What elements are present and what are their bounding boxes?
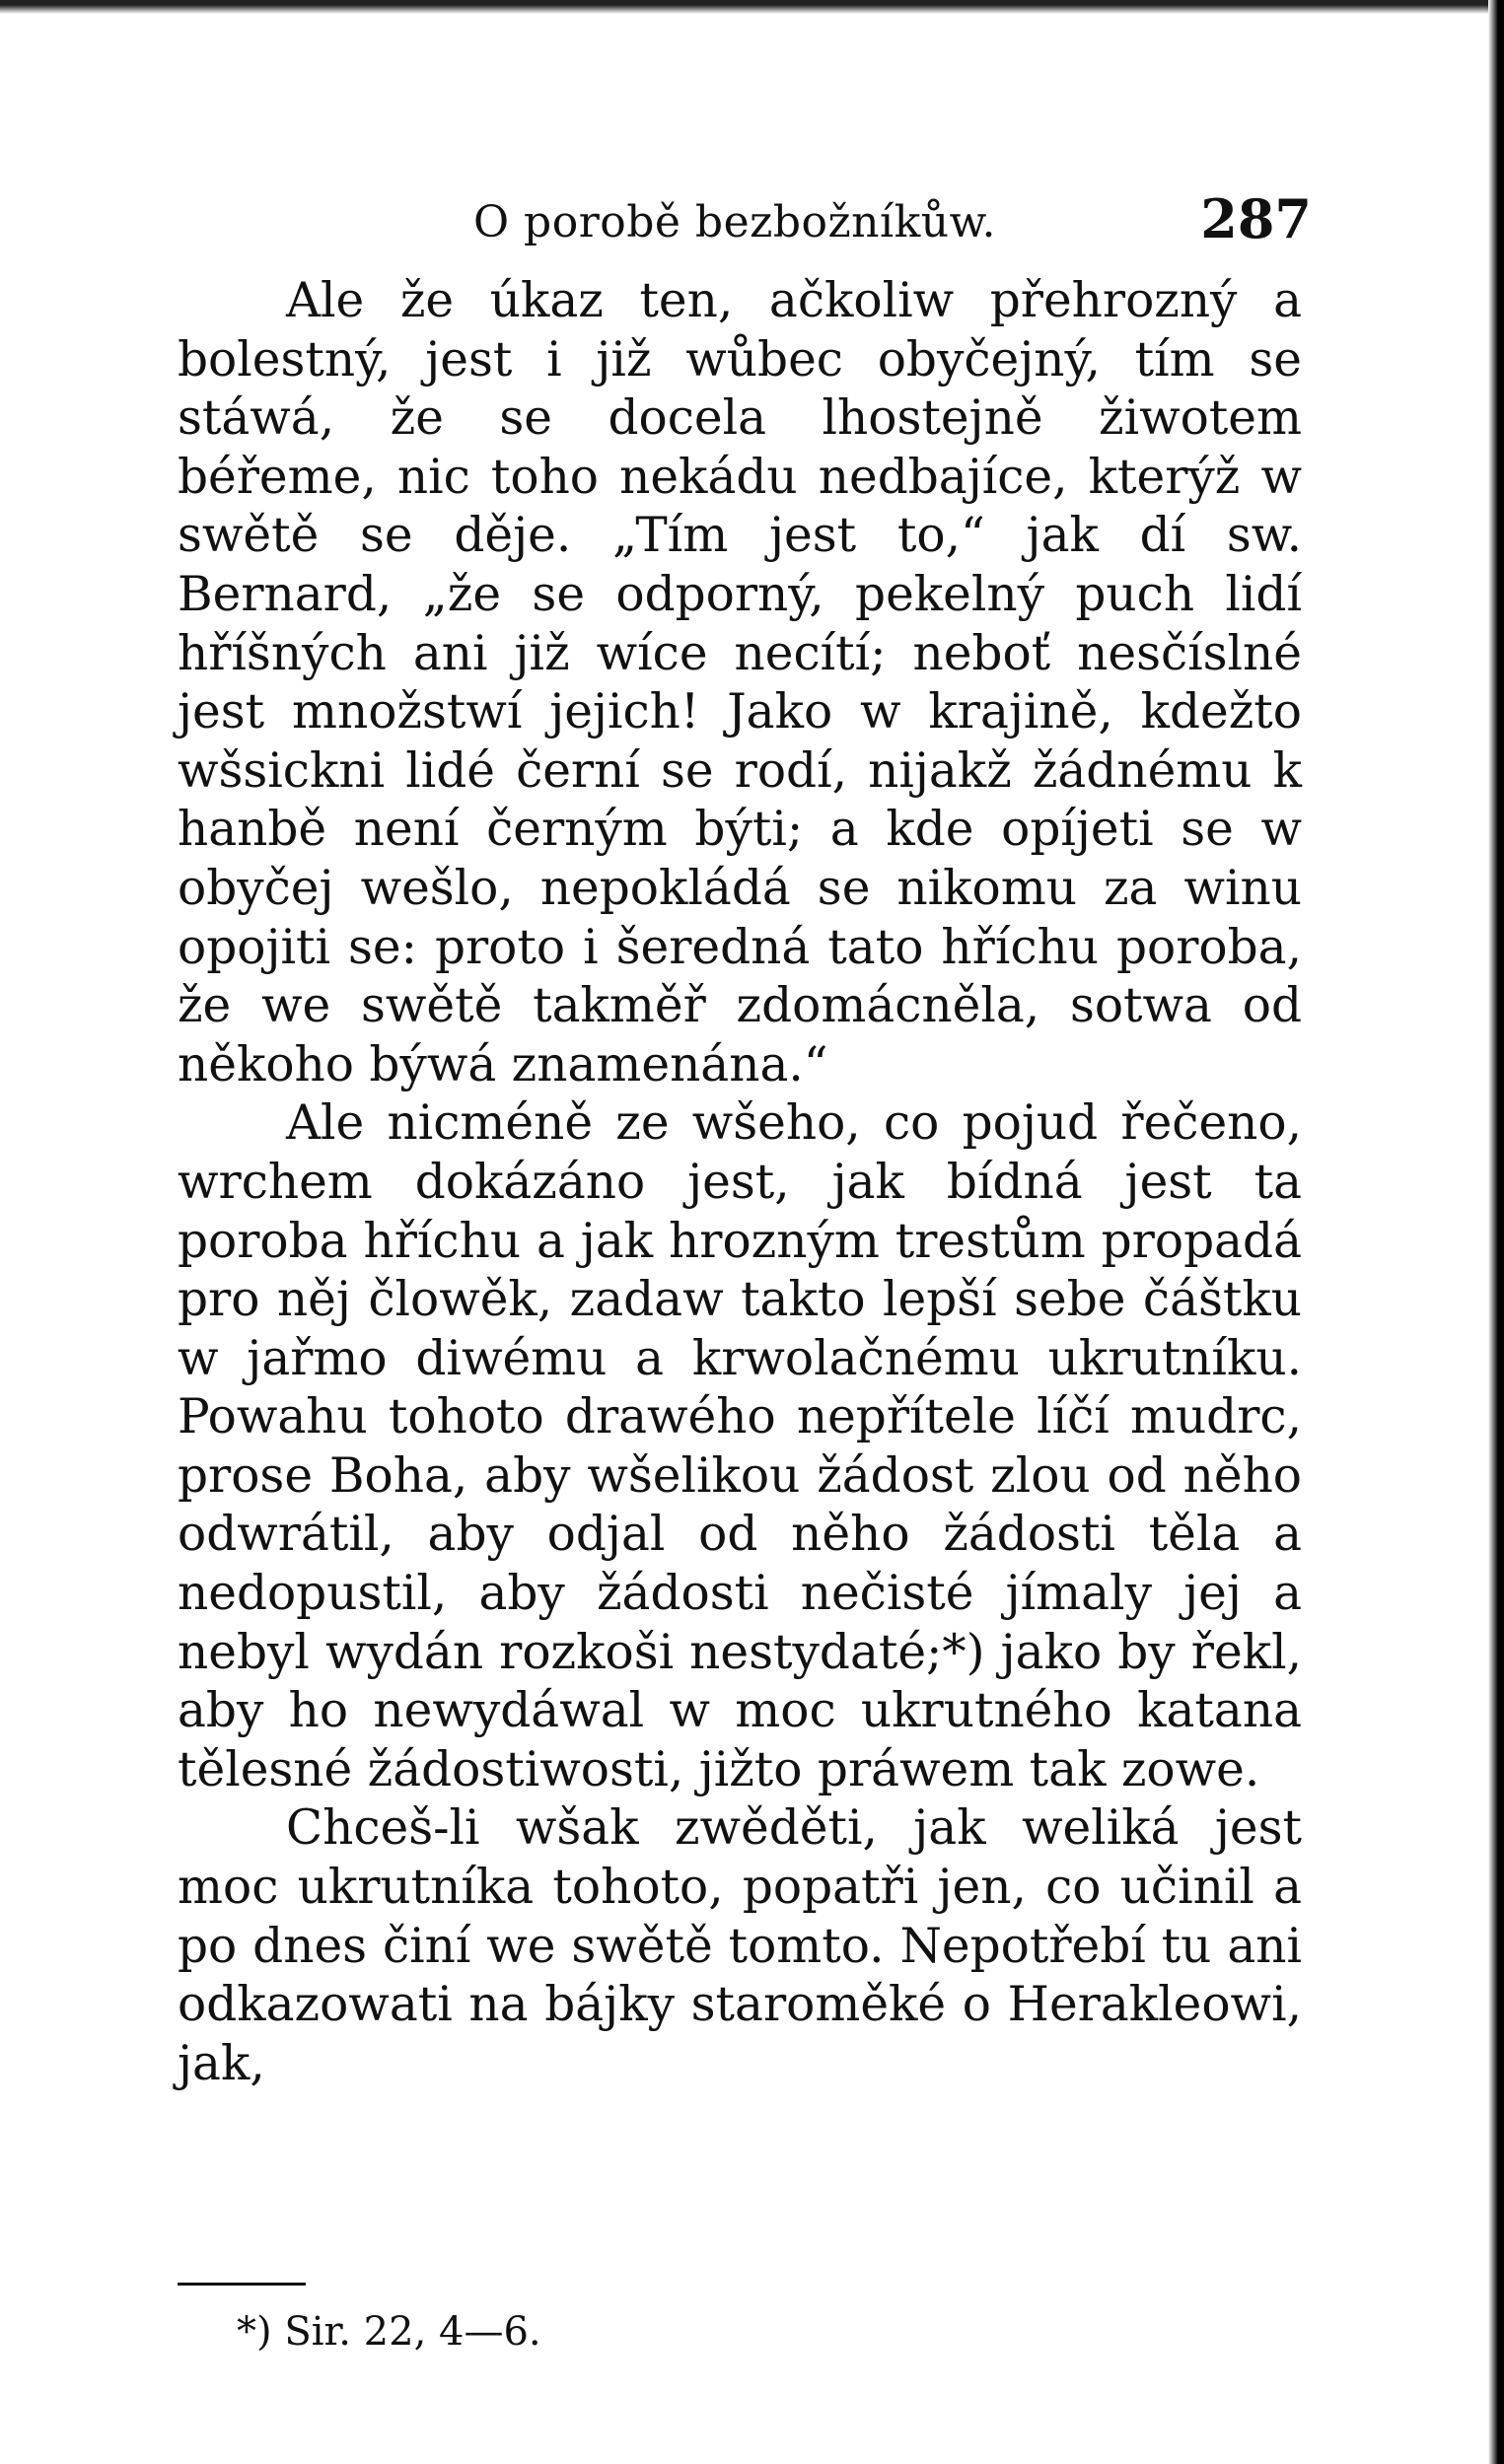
page-header: [178, 187, 1312, 256]
scan-edge-top: [0, 0, 1504, 14]
page-number: 287: [1200, 187, 1312, 250]
running-title: O porobě bezbožníkůw.: [473, 197, 996, 247]
footnote: *) Sir. 22, 4—6.: [237, 2309, 541, 2355]
scan-edge-right: [1488, 0, 1504, 2464]
paragraph-3: Chceš-li wšak zwěděti, jak weliká jest moc ukrutníka tohoto, popatři jen, co učinil a po dnes činí we swětě tomto. Nepotřebí tu ani odkazowati na bájky staroměké o Herakleowi, jak,: [178, 1800, 1302, 2091]
book-page: [178, 187, 1312, 2355]
paragraph-1: Ale že úkaz ten, ačkoliw přehrozný a bolestný, jest i již wůbec obyčejný, tím se stáwá, že se docela lhostejně žiwotem béřeme, nic toho nekádu nedbajíce, kterýž w swětě se děje. „Tím jest to,“ jak dí sw. Bernard, „že se odporný, pekelný puch lidí hříšných ani již wíce necítí; neboť nesčíslné jest množstwí jejich! Jako w krajině, kdežto wšsickni lidé černí se rodí, nijakž žádnému k hanbě není černým býti; a kde opíjeti se w obyčej wešlo, nepokládá se nikomu za winu opojiti se: proto i šeredná tato hříchu poroba, že we swětě takměř zdomácněla, sotwa od někoho býwá znamenána.“: [178, 273, 1302, 1092]
footnote-rule: [178, 2283, 306, 2286]
paragraph-2: Ale nicméně ze wšeho, co pojud řečeno, wrchem dokázáno jest, jak bídná jest ta poroba hříchu a jak hrozným trestům propadá pro něj člowěk, zadaw takto lepší sebe čáštku w jařmo diwému a krwolačnému ukrutníku. Powahu tohoto drawého nepřítele líčí mudrc, prose Boha, aby wšelikou žádost zlou od něho odwrátil, aby odjal od něho žádosti těla a nedopustil, aby žádosti nečisté jímaly jej a nebyl wydán rozkoši nestydaté;*) jako by řekl, aby ho newydáwal w moc ukrutného katana tělesné žádostiwosti, jižto práwem tak zowe.: [178, 1095, 1302, 1797]
body-text: [178, 272, 1302, 2093]
